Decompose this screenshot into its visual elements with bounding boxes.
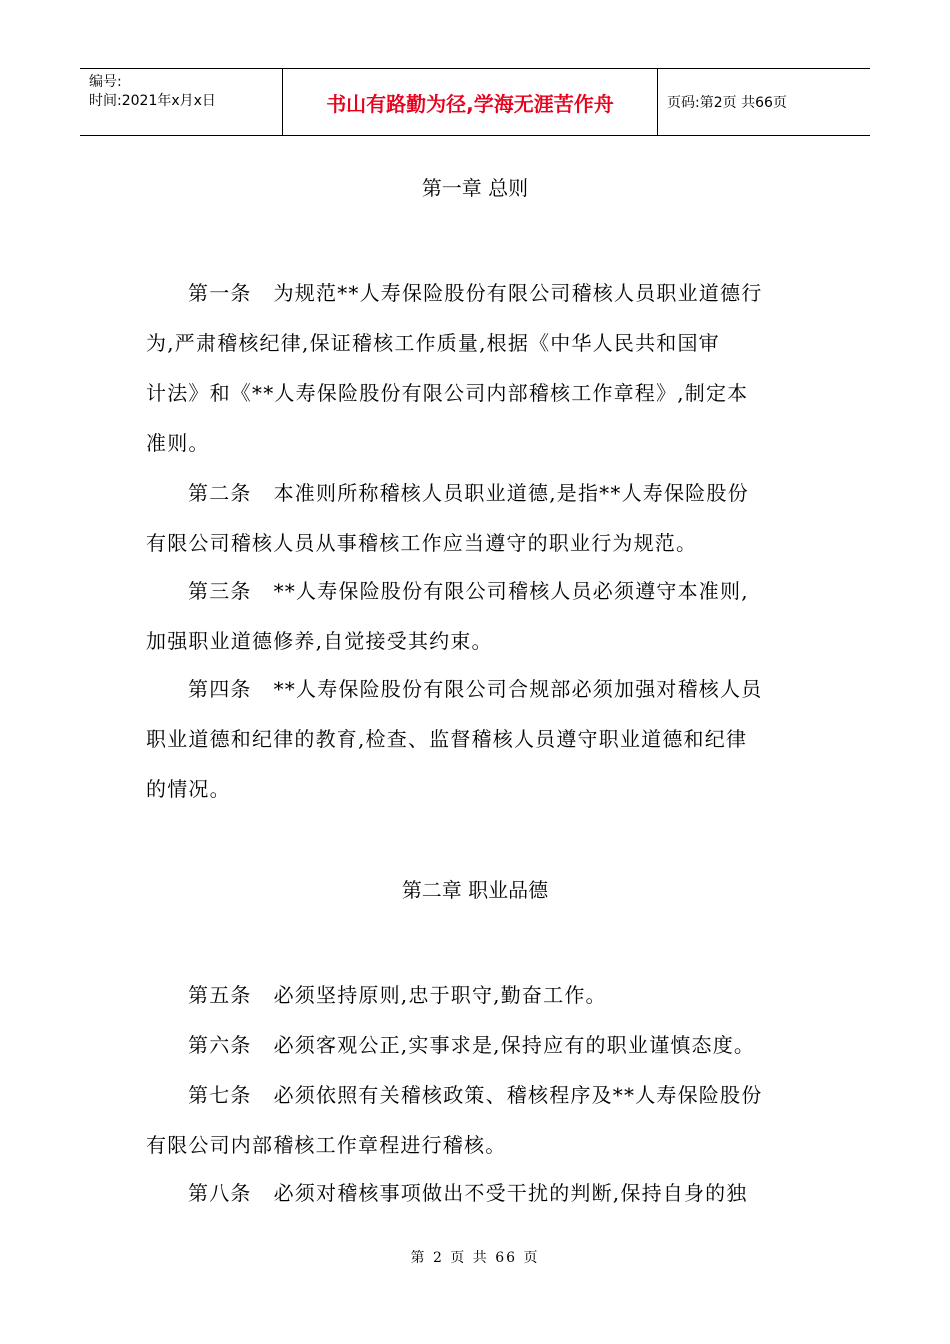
- article-7: [146, 1070, 826, 1170]
- article-4-line: 职业道德和纪律的教育,检查、监督稽核人员遵守职业道德和纪律: [146, 727, 748, 751]
- article-1-label: 第一条: [188, 281, 252, 305]
- article-4-line: **人寿保险股份有限公司合规部必须加强对稽核人员: [273, 677, 763, 701]
- article-6-label: 第六条: [188, 1033, 252, 1057]
- article-3: [146, 566, 826, 666]
- article-3-first-line: [146, 566, 826, 616]
- header-page-code: 页码:第2页 共66页: [667, 95, 787, 111]
- article-2: [146, 468, 826, 568]
- article-1-first-line: [146, 268, 826, 318]
- article-1: [146, 268, 826, 468]
- article-3-line: 加强职业道德修养,自觉接受其约束。: [146, 629, 493, 653]
- article-8-label: 第八条: [188, 1181, 252, 1205]
- article-6-first-line: [146, 1020, 826, 1070]
- article-1-line: 准则。: [146, 431, 210, 455]
- article-4-line: 的情况。: [146, 777, 231, 801]
- page-header: [80, 68, 870, 136]
- article-6-line: 必须客观公正,实事求是,保持应有的职业谨慎态度。: [273, 1033, 756, 1057]
- article-8-first-line: [146, 1168, 826, 1218]
- article-1-line: 为,严肃稽核纪律,保证稽核工作质量,根据《中华人民共和国审: [146, 331, 720, 355]
- chapter-title-1: 第一章 总则: [421, 176, 529, 200]
- article-1-line: 为规范**人寿保险股份有限公司稽核人员职业道德行: [273, 281, 763, 305]
- article-4-label: 第四条: [188, 677, 252, 701]
- article-3-label: 第三条: [188, 579, 252, 603]
- article-8-line: 必须对稽核事项做出不受干扰的判断,保持自身的独: [273, 1181, 748, 1205]
- header-meta-cell: [80, 69, 282, 135]
- article-3-line: **人寿保险股份有限公司稽核人员必须遵守本准则,: [273, 579, 749, 603]
- header-motto: 书山有路勤为径,学海无涯苦作舟: [326, 91, 614, 116]
- article-7-first-line: [146, 1070, 826, 1120]
- article-5-label: 第五条: [188, 983, 252, 1007]
- article-6: [146, 1020, 826, 1070]
- article-5: [146, 970, 826, 1020]
- article-8: [146, 1168, 826, 1218]
- document-number-label: 编号:: [89, 74, 122, 90]
- article-2-line: 有限公司稽核人员从事稽核工作应当遵守的职业行为规范。: [146, 531, 698, 555]
- article-4-first-line: [146, 664, 826, 714]
- chapter-title-2: 第二章 职业品德: [401, 878, 549, 902]
- article-2-first-line: [146, 468, 826, 518]
- article-5-first-line: [146, 970, 826, 1020]
- article-1-line: 计法》和《**人寿保险股份有限公司内部稽核工作章程》,制定本: [146, 381, 749, 405]
- article-7-line: 有限公司内部稽核工作章程进行稽核。: [146, 1133, 507, 1157]
- page-footer: 第 2 页 共 66 页: [410, 1250, 540, 1266]
- header-page-code-cell: [658, 69, 870, 135]
- article-7-label: 第七条: [188, 1083, 252, 1107]
- article-2-line: 本准则所称稽核人员职业道德,是指**人寿保险股份: [273, 481, 749, 505]
- article-4: [146, 664, 826, 814]
- article-7-line: 必须依照有关稽核政策、稽核程序及**人寿保险股份: [273, 1083, 763, 1107]
- document-time-label: 时间:2021年x月x日: [89, 93, 216, 109]
- article-2-label: 第二条: [188, 481, 252, 505]
- article-5-line: 必须坚持原则,忠于职守,勤奋工作。: [273, 983, 607, 1007]
- header-motto-cell: [282, 69, 658, 135]
